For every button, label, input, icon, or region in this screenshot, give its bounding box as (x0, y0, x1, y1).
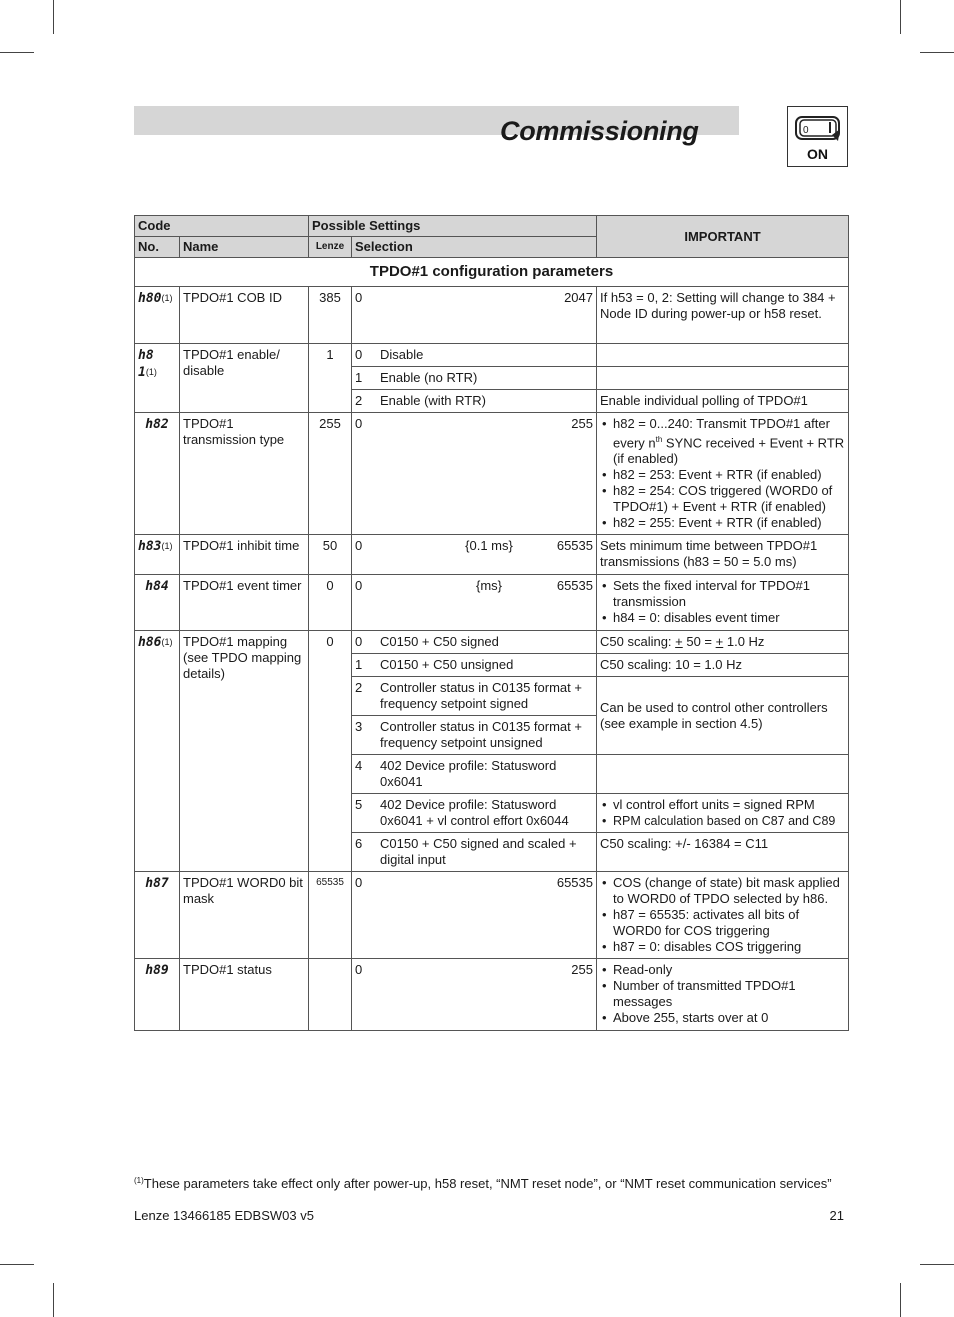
table-row (135, 535, 849, 575)
switch-off-mark: 0 (803, 125, 809, 136)
important-cell (597, 794, 849, 833)
header-possible-settings: Possible Settings (309, 216, 597, 237)
code-cell: h86$^{(1)}$ (135, 631, 180, 872)
footer-doc-id: Lenze 13466185 EDBSW03 v5 (134, 1208, 314, 1223)
selection-cell: 0 {0.1 ms} 65535 (352, 535, 597, 575)
list-item: • h87 = 65535: activates all bits of WORD0 for COS triggering (600, 907, 845, 939)
selection-cell: 0 65535 (352, 872, 597, 959)
lenze-cell: 65535 (309, 872, 352, 959)
list-item: • vl control effort units = signed RPM (600, 797, 845, 813)
header-name: Name (180, 237, 309, 258)
lenze-cell: 50 (309, 535, 352, 575)
crop-mark (900, 1283, 901, 1317)
selection-cell: 1 C0150 + C50 unsigned (352, 654, 597, 677)
table-row (135, 959, 849, 1031)
table-row (135, 344, 849, 367)
tpdo-parameter-table (134, 215, 849, 1031)
table-row (135, 287, 849, 344)
table-row (135, 631, 849, 654)
name-cell: TPDO#1 enable/ disable (180, 344, 309, 413)
crop-mark (53, 0, 54, 34)
selection-cell: 0 C0150 + C50 signed (352, 631, 597, 654)
important-cell (597, 367, 849, 390)
table-header-row (135, 216, 849, 237)
list-item: • h82 = 253: Event + RTR (if enabled) (600, 467, 845, 483)
important-cell: Can be used to control other controllers (see example in section 4.5) (597, 677, 849, 755)
list-item: • RPM calculation based on C87 and C89 (600, 813, 845, 829)
important-cell (597, 575, 849, 631)
lenze-cell: 385 (309, 287, 352, 344)
crop-mark (0, 52, 34, 53)
lenze-cell: 1 (309, 344, 352, 413)
important-cell: C50 scaling: 10 = 1.0 Hz (597, 654, 849, 677)
selection-cell: 6 C0150 + C50 signed and scaled + digital input (352, 833, 597, 872)
code-cell: h89 (135, 959, 180, 1031)
important-cell (597, 344, 849, 367)
lenze-cell: 255 (309, 413, 352, 535)
footnote: $^{(1)}$These parameters take effect only after power-up, h58 reset, “NMT reset node”, or “NMT reset communication services” (134, 1176, 832, 1191)
lenze-cell: 0 (309, 631, 352, 872)
header-important: IMPORTANT (597, 216, 849, 258)
table-row (135, 413, 849, 535)
list-item: • h82 = 0...240: Transmit TPDO#1 after every $n^{th}$ SYNC received + Event + RTR (if enabled) (600, 416, 845, 467)
important-cell: C50 scaling: + 50 = + 1.0 Hz (597, 631, 849, 654)
code-cell: h84 (135, 575, 180, 631)
crop-mark (920, 1264, 954, 1265)
selection-cell: 1 Enable (no RTR) (352, 367, 597, 390)
selection-cell: 0 2047 (352, 287, 597, 344)
important-cell: If h53 = 0, 2: Setting will change to 384 + Node ID during power-up or h58 reset. (597, 287, 849, 344)
crop-mark (900, 0, 901, 34)
list-item: • h84 = 0: disables event timer (600, 610, 845, 626)
list-item: • Read-only (600, 962, 845, 978)
important-cell (597, 413, 849, 535)
important-cell (597, 872, 849, 959)
important-cell: Sets minimum time between TPDO#1 transmissions (h83 = 50 = 5.0 ms) (597, 535, 849, 575)
name-cell: TPDO#1 status (180, 959, 309, 1031)
header-selection: Selection (352, 237, 597, 258)
list-item: • h87 = 0: disables COS triggering (600, 939, 845, 955)
selection-cell: 2 Controller status in C0135 format + frequency setpoint signed (352, 677, 597, 716)
section-row (135, 258, 849, 287)
switch-on-label: ON (807, 146, 828, 162)
list-item: • Sets the fixed interval for TPDO#1 transmission (600, 578, 845, 610)
code-cell: h80$^{(1)}$ (135, 287, 180, 344)
table-row (135, 575, 849, 631)
selection-cell: 0 {ms} 65535 (352, 575, 597, 631)
page-number: 21 (829, 1208, 844, 1223)
selection-cell: 2 Enable (with RTR) (352, 390, 597, 413)
selection-cell: 4 402 Device profile: Statusword 0x6041 (352, 755, 597, 794)
list-item: • h82 = 255: Event + RTR (if enabled) (600, 515, 845, 531)
list-item: • Above 255, starts over at 0 (600, 1010, 845, 1026)
important-cell (597, 755, 849, 794)
selection-cell: 0 255 (352, 413, 597, 535)
code-cell: h82 (135, 413, 180, 535)
code-cell: h83$^{(1)}$ (135, 535, 180, 575)
list-item: • h82 = 254: COS triggered (WORD0 of TPDO#1) + Event + RTR (if enabled) (600, 483, 845, 515)
header-code: Code (135, 216, 309, 237)
lenze-cell: 0 (309, 575, 352, 631)
crop-mark (53, 1283, 54, 1317)
crop-mark (920, 52, 954, 53)
name-cell: TPDO#1 inhibit time (180, 535, 309, 575)
code-cell: h87 (135, 872, 180, 959)
name-cell: TPDO#1 COB ID (180, 287, 309, 344)
table-row (135, 872, 849, 959)
code-cell: h8 1$^{(1)}$ (135, 344, 180, 413)
name-cell: TPDO#1 mapping (see TPDO mapping details) (180, 631, 309, 872)
name-cell: TPDO#1 WORD0 bit mask (180, 872, 309, 959)
name-cell: TPDO#1 event timer (180, 575, 309, 631)
list-item: • COS (change of state) bit mask applied to WORD0 of TPDO selected by h86. (600, 875, 845, 907)
header-lenze: Lenze (309, 237, 352, 258)
important-cell: C50 scaling: +/- 16384 = C11 (597, 833, 849, 872)
lenze-cell (309, 959, 352, 1031)
selection-cell: 3 Controller status in C0135 format + frequency setpoint unsigned (352, 716, 597, 755)
header-no: No. (135, 237, 180, 258)
selection-cell: 5 402 Device profile: Statusword 0x6041 + vl control effort 0x6044 (352, 794, 597, 833)
selection-cell: 0 Disable (352, 344, 597, 367)
name-cell: TPDO#1 transmission type (180, 413, 309, 535)
page-title: Commissioning (500, 116, 699, 146)
selection-cell: 0 255 (352, 959, 597, 1031)
important-cell: Enable individual polling of TPDO#1 (597, 390, 849, 413)
power-switch-icon (787, 106, 848, 167)
crop-mark (0, 1264, 34, 1265)
list-item: • Number of transmitted TPDO#1 messages (600, 978, 845, 1010)
section-title: TPDO#1 configuration parameters (135, 258, 849, 287)
important-cell (597, 959, 849, 1031)
